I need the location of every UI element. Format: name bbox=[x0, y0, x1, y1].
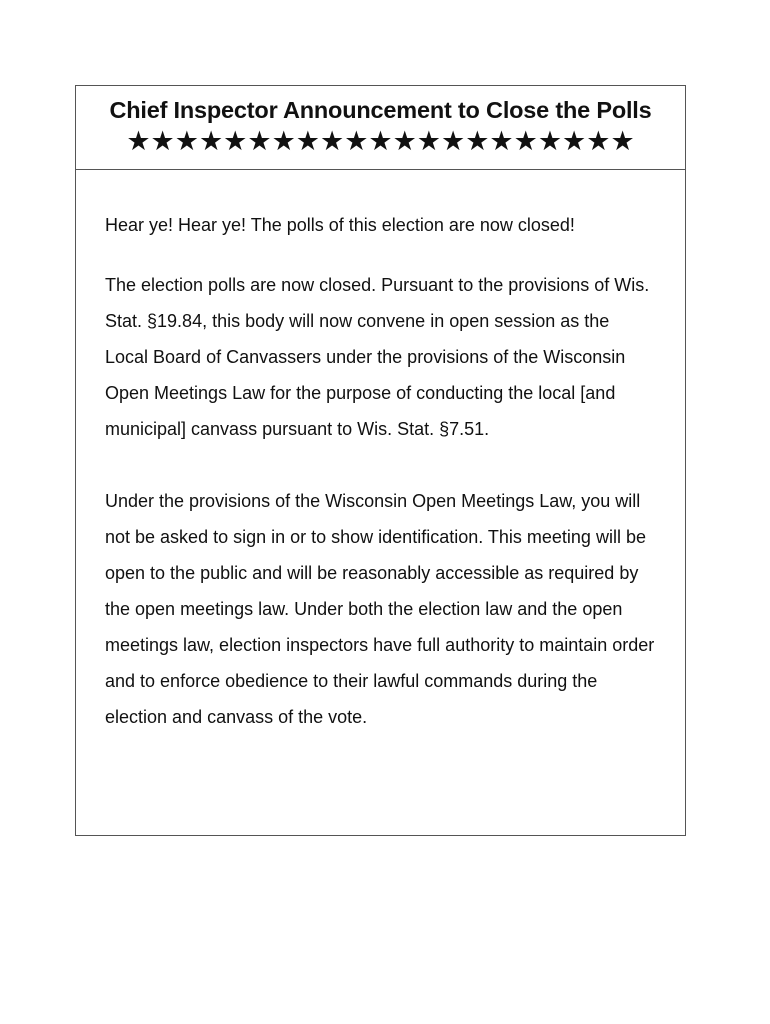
star-divider-icon: ★★★★★★★★★★★★★★★★★★★★★ bbox=[126, 126, 635, 157]
announcement-box bbox=[75, 85, 686, 836]
canvass-paragraph: The election polls are now closed. Pursuant to the provisions of Wis. Stat. §19.84, this body will now convene in open session as the Local Board of Canvassers under the provisions of the Wisconsin Open Meetings Law for the purpose of conducting the local [and municipal] canvass pursuant to Wis. Stat. §7.51. bbox=[105, 275, 650, 439]
announcement-header bbox=[76, 86, 685, 170]
intro-paragraph: Hear ye! Hear ye! The polls of this election are now closed! bbox=[105, 215, 575, 235]
open-meetings-paragraph: Under the provisions of the Wisconsin Open Meetings Law, you will not be asked to sign in or to show identification. This meeting will be open to the public and will be reasonably accessible as required by the open meetings law. Under both the election law and the open meetings law, election inspectors have full authority to maintain order and to enforce obedience to their lawful commands during the election and canvass of the vote. bbox=[105, 491, 655, 727]
page-title: Chief Inspector Announcement to Close the Polls bbox=[109, 97, 652, 123]
announcement-body bbox=[76, 170, 685, 735]
